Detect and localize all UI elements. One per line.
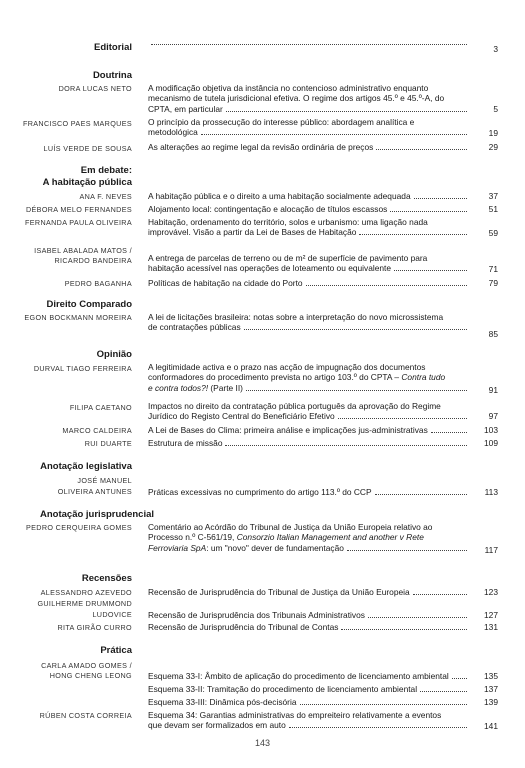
author: RICARDO BANDEIRA	[54, 256, 132, 265]
author: MARCO CALDEIRA	[62, 426, 132, 435]
author: LUDOVICE	[92, 610, 132, 619]
page-number: 141	[484, 721, 498, 731]
author: ANA F. NEVES	[79, 192, 132, 201]
toc-entry[interactable]: As alterações ao regime legal da revisão ordinária de preços	[148, 142, 470, 152]
author: OLIVEIRA ANTUNES	[57, 487, 132, 496]
page-number: 109	[484, 438, 498, 448]
page-number: 139	[484, 697, 498, 707]
author: FRANCISCO PAES MARQUES	[22, 119, 132, 128]
author: CARLA AMADO GOMES /	[41, 661, 132, 670]
page-number: 123	[484, 587, 498, 597]
page-number: 135	[484, 671, 498, 681]
page-number: 5	[493, 104, 498, 114]
section-opiniao: Opinião	[96, 349, 132, 360]
toc-entry[interactable]: A Lei de Bases do Clima: primeira análise e implicações jus-administrativas	[148, 425, 470, 435]
author: RÚBEN COSTA CORREIA	[39, 711, 132, 720]
author: DORA LUCAS NETO	[58, 84, 132, 93]
author: PEDRO CERQUEIRA GOMES	[26, 523, 132, 532]
toc-entry[interactable]: Esquema 33-III: Dinâmica pós-decisória	[148, 697, 470, 707]
dot-leader	[148, 44, 470, 47]
author: GUILHERME DRUMMOND	[37, 599, 132, 608]
page-number: 37	[488, 191, 498, 201]
page-number: 79	[488, 278, 498, 288]
author: DURVAL TIAGO FERREIRA	[33, 364, 132, 373]
section-direito-comparado: Direito Comparado	[46, 299, 132, 310]
author: FERNANDA PAULA OLIVEIRA	[25, 218, 132, 227]
section-habitacao-publica: A habitação pública	[42, 177, 132, 188]
author: JOSÉ MANUEL	[77, 476, 132, 485]
toc-entry[interactable]: Esquema 33-II: Tramitação do procedimento de licenciamento ambiental	[148, 684, 470, 694]
author: RITA GIRÃO CURRO	[57, 623, 132, 632]
page-number: 59	[488, 228, 498, 238]
toc-entry-editorial[interactable]	[148, 44, 470, 47]
toc-entry[interactable]: A habitação pública e o direito a uma habitação socialmente adequada	[148, 191, 470, 201]
toc-entry[interactable]: Recensão de Jurisprudência dos Tribunais Administrativos	[148, 610, 470, 620]
toc-entry[interactable]: Esquema 33-I: Âmbito de aplicação do procedimento de licenciamento ambiental	[148, 671, 470, 681]
author: DÉBORA MELO FERNANDES	[26, 205, 132, 214]
page-number: 3	[493, 44, 498, 54]
page-number: 137	[484, 684, 498, 694]
page-number: 19	[488, 128, 498, 138]
toc-entry[interactable]: Habitação, ordenamento do território, solos e urbanismo: uma ligação nada improvável. Visão a partir da Lei de Bases de Habitação	[148, 217, 470, 238]
author: ISABEL ABALADA MATOS /	[34, 246, 132, 255]
author: RUI DUARTE	[84, 439, 132, 448]
author: HONG CHENG LEONG	[49, 671, 132, 680]
page-number: 103	[484, 425, 498, 435]
page-number: 131	[484, 622, 498, 632]
section-recensoes: Recensões	[81, 573, 132, 584]
page-number: 127	[484, 610, 498, 620]
page-number: 113	[484, 487, 498, 497]
toc-entry[interactable]: Recensão de Jurisprudência do Tribunal de Justiça da União Europeia	[148, 587, 470, 597]
author: EGON BOCKMANN MOREIRA	[24, 313, 132, 322]
page-number: 97	[488, 411, 498, 421]
author: LUÍS VERDE DE SOUSA	[43, 144, 132, 153]
section-anotacao-legislativa: Anotação legislativa	[40, 461, 132, 472]
page-number: 29	[488, 142, 498, 152]
author: FILIPA CAETANO	[69, 403, 132, 412]
page-number: 117	[484, 545, 498, 555]
section-editorial: Editorial	[93, 42, 132, 53]
footer-page-number: 143	[254, 738, 271, 748]
toc-entry[interactable]: Impactos no direito da contratação pública português da aprovação do Regime Jurídico do Registo Central do Beneficiário Efetivo	[148, 401, 470, 422]
section-pratica: Prática	[100, 645, 132, 656]
toc-entry[interactable]: Alojamento local: contingentação e alocação de títulos escassos	[148, 204, 470, 214]
toc-entry[interactable]: A entrega de parcelas de terreno ou de m² de superfície de pavimento para habitação acessível nas operações de loteamento ou equivalente	[148, 253, 470, 274]
section-em-debate: Em debate:	[80, 165, 132, 176]
toc-entry[interactable]: Práticas excessivas no cumprimento do artigo 113.º do CCP	[148, 487, 470, 497]
page-number: 71	[488, 264, 498, 274]
toc-entry[interactable]: O princípio da prossecução do interesse público: abordagem analítica e metodológica	[148, 117, 470, 138]
author: ALESSANDRO AZEVEDO	[40, 588, 132, 597]
section-anotacao-jurisprudencial: Anotação jurisprudencial	[40, 509, 155, 520]
page-number: 51	[488, 204, 498, 214]
toc-entry[interactable]: A legitimidade activa e o prazo nas acção de impugnação dos documentos conformadores do procedimento prevista no artigo 103.º do CPTA – Contra tudo e contra todos?! (Parte II)	[148, 362, 470, 393]
toc-entry[interactable]: A lei de licitações brasileira: notas sobre a interpretação do novo microssistema de contratações públicas	[148, 312, 470, 333]
toc-entry[interactable]: Políticas de habitação na cidade do Porto	[148, 278, 470, 288]
page-number: 91	[488, 385, 498, 395]
toc-entry[interactable]: Esquema 34: Garantias administrativas do empreiteiro relativamente a eventos que devam ser formalizados em auto	[148, 710, 470, 731]
author: PEDRO BAGANHA	[64, 279, 132, 288]
toc-entry[interactable]: Recensão de Jurisprudência do Tribunal de Contas	[148, 622, 470, 632]
toc-entry[interactable]: Estrutura de missão	[148, 438, 470, 448]
toc-entry[interactable]: Comentário ao Acórdão do Tribunal de Justiça da União Europeia relativo ao Processo n.º C-561/19, Consorzio Italian Management and another v Rete Ferroviaria SpA: um "novo" dever de fundamentação	[148, 522, 470, 553]
page-number: 85	[488, 329, 498, 339]
toc-entry[interactable]: A modificação objetiva da instância no contencioso administrativo enquanto mecanismo de tutela jurisdicional efetiva. O regime dos artigos 45.º e 45.º-A, do CPTA, em particular	[148, 83, 470, 114]
section-doutrina: Doutrina	[92, 70, 132, 81]
